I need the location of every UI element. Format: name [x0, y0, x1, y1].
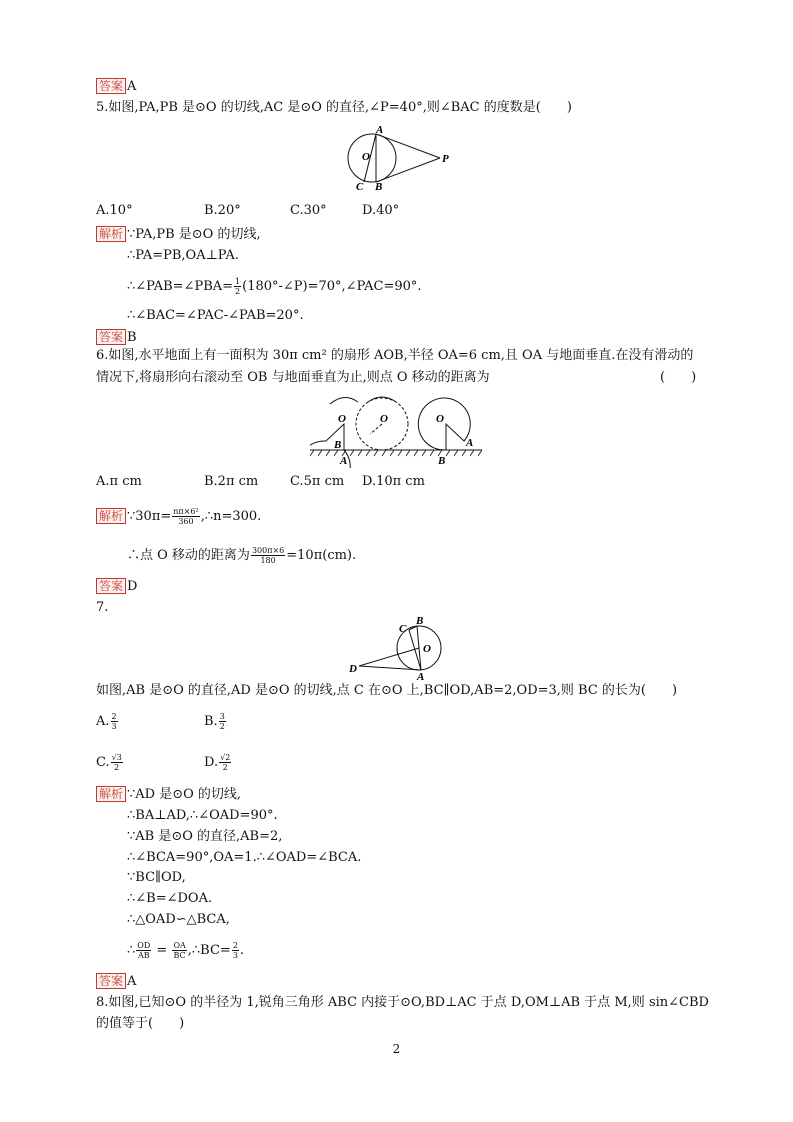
page-number: 2 [392, 1042, 401, 1056]
q6-option-d: D.10π cm [362, 474, 425, 489]
analysis-tag: 解析 [96, 508, 126, 524]
q6-option-a: A.π cm [96, 474, 142, 489]
q7-number: 7. [96, 600, 109, 615]
q5-answer: B [127, 330, 137, 345]
q6-analysis-line2 [127, 546, 356, 565]
q6-figure [310, 388, 485, 468]
q5-half-fraction: $\frac{1}{2}$ [235, 277, 241, 296]
q7-tangent-ad [359, 666, 421, 670]
q7-label-b: B [416, 615, 424, 627]
q6-label-a3: A [466, 437, 474, 449]
q6-arrow-left [330, 397, 358, 404]
answer-tag: 答案 [96, 578, 126, 594]
q5-analysis-text3a: ∴∠PAB=∠PBA= [127, 279, 234, 294]
q6-label-o2: O [380, 413, 388, 425]
q7-answer: A [127, 974, 137, 989]
q5-option-d: D.40° [362, 203, 400, 218]
q6-paren: ( ) [660, 370, 697, 385]
q7-analysis-line3: ∵AB 是⊙O 的直径,AB=2, [127, 829, 283, 844]
q5-label-b: B [375, 181, 383, 193]
q5-answer-line [96, 329, 137, 346]
q6-answer-line [96, 578, 137, 595]
q8-stem-line1: 8.如图,已知⊙O 的半径为 1,锐角三角形 ABC 内接于⊙O,BD⊥AC 于点 D,OM⊥AB 于点 M,则 sin∠CBD [96, 995, 709, 1010]
q4-answer: A [127, 79, 137, 94]
q6-stem-line2: 情况下,将扇形向右滚动至 OB 与地面垂直为止,则点 O 移动的距离为 [96, 370, 490, 385]
q7-stem: 如图,AB 是⊙O 的直径,AD 是⊙O 的切线,点 C 在⊙O 上,BC∥OD,AB=2,OD=3,则 BC 的长为( ) [96, 683, 678, 698]
q5-stem: 5.如图,PA,PB 是⊙O 的切线,AC 是⊙O 的直径,∠P=40°,则∠BAC 的度数是( ) [96, 100, 572, 115]
q5-label-p: P [442, 153, 449, 165]
q6-option-c: C.5π cm [290, 474, 345, 489]
q7-option-b: B. $\frac{3}{2}$ [204, 712, 225, 731]
answer-tag: 答案 [96, 973, 126, 989]
q6-stem-line1: 6.如图,水平地面上有一面积为 30π cm² 的扇形 AOB,半径 OA=6 cm,且 OA 与地面垂直.在没有滑动的 [96, 348, 694, 363]
q7-analysis-line2: ∴BA⊥AD,∴∠OAD=90°. [127, 808, 278, 823]
q7-analysis-line7: ∴△OAD∽△BCA, [127, 912, 230, 927]
q6-answer: D [127, 579, 138, 594]
q5-label-o: O [362, 151, 370, 163]
q6-label-a1: A [340, 455, 348, 467]
q6-label-b3: B [438, 455, 446, 467]
q6-analysis-d: =10π(cm). [286, 548, 357, 563]
q7-analysis-line1 [96, 786, 241, 803]
analysis-tag: 解析 [96, 226, 126, 242]
q7-analysis-line6: ∴∠B=∠DOA. [127, 891, 213, 906]
answer-tag: 答案 [96, 78, 126, 94]
q6-label-o3: O [436, 413, 444, 425]
q6-analysis-line1 [96, 507, 261, 526]
answer-tag: 答案 [96, 329, 126, 345]
q5-tangent-pa [376, 134, 440, 158]
q7-segment-od [359, 648, 419, 666]
q7-label-c: C [399, 623, 407, 635]
q5-label-c: C [356, 181, 364, 193]
q6-analysis-a: ∵30π= [127, 509, 172, 524]
analysis-tag: 解析 [96, 786, 126, 802]
q7-label-a: A [417, 671, 425, 680]
q5-analysis-text3b: (180°-∠P)=70°,∠PAC=90°. [242, 279, 422, 294]
q5-analysis-line1 [96, 226, 261, 243]
q7-option-a: A. $\frac{2}{3}$ [96, 712, 117, 731]
q6-fraction-1: $\frac{\text{nπ×6²}}{360}$ [173, 507, 199, 526]
q7-answer-line [96, 973, 136, 990]
q7-option-c: C. $\frac{√3}{2}$ [96, 753, 122, 772]
q5-option-b: B.20° [204, 203, 241, 218]
q5-figure [340, 122, 460, 194]
q5-analysis-line3 [127, 277, 422, 296]
q6-fraction-2: $\frac{300\pi\times 6}{180}$ [251, 546, 285, 565]
q7-analysis-line8: ∴ $\frac{OD}{AB}$ = $\frac{OA}{BC}$ ,∴BC= $\frac{2}{3}$ . [127, 941, 245, 960]
q5-option-a: A.10° [96, 203, 133, 218]
q5-circle [348, 134, 396, 182]
q7-analysis-line4: ∴∠BCA=90°,OA=1.∴∠OAD=∠BCA. [127, 850, 362, 865]
q7-analysis-text1: ∵AD 是⊙O 的切线, [127, 787, 242, 802]
q7-analysis-line5: ∵BC∥OD, [127, 870, 186, 885]
q6-analysis-b: ,∴n=300. [200, 509, 262, 524]
q6-label-b1: B [334, 439, 342, 451]
q6-label-o1: O [338, 413, 346, 425]
q7-figure [345, 612, 450, 680]
q6-option-b: B.2π cm [204, 474, 259, 489]
q5-analysis-text1: ∵PA,PB 是⊙O 的切线, [127, 227, 261, 242]
q5-analysis-line2: ∴PA=PB,OA⊥PA. [127, 248, 239, 263]
q6-sector-right [418, 398, 470, 450]
q5-tangent-pb [376, 158, 440, 182]
q5-option-c: C.30° [290, 203, 327, 218]
q5-label-a: A [376, 124, 384, 136]
q7-label-o: O [423, 643, 431, 655]
q8-stem-line2: 的值等于( ) [96, 1016, 185, 1031]
q7-label-d: D [349, 663, 357, 675]
q7-option-d: D. $\frac{√2}{2}$ [204, 753, 231, 772]
q4-answer-line [96, 78, 136, 95]
q5-analysis-line4: ∴∠BAC=∠PAC-∠PAB=20°. [127, 308, 304, 323]
q6-analysis-c: ∴点 O 移动的距离为 [127, 548, 250, 563]
